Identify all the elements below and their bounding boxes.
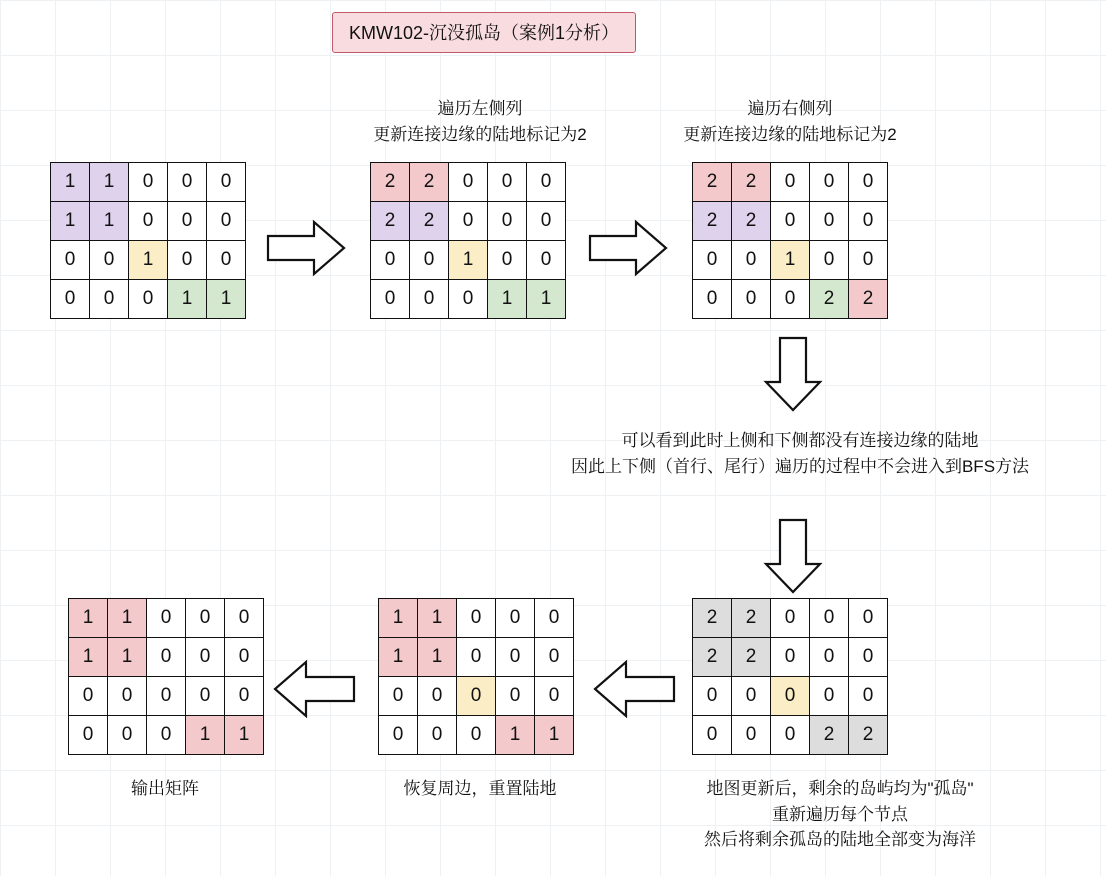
matrix-cell: 0 [849,163,888,202]
arrow-right-2 [588,218,668,278]
matrix-cell: 2 [810,280,849,319]
matrix-cell: 1 [51,163,90,202]
matrix-cell: 0 [732,677,771,716]
matrix-cell: 2 [732,163,771,202]
matrix-cell: 0 [418,677,457,716]
matrix-cell: 0 [186,638,225,677]
matrix-cell: 0 [693,241,732,280]
arrow-left-2 [272,658,356,720]
matrix-cell: 0 [457,599,496,638]
matrix-cell: 2 [732,599,771,638]
matrix-cell: 0 [849,202,888,241]
caption-restore: 恢复周边，重置陆地 [403,779,557,798]
matrix-grid [50,162,246,319]
matrix-cell: 0 [535,638,574,677]
matrix-cell: 2 [732,638,771,677]
matrix-initial [50,162,246,319]
matrix-cell: 0 [69,716,108,755]
matrix-map-updated [692,598,888,755]
matrix-cell: 0 [535,677,574,716]
matrix-cell: 0 [810,599,849,638]
matrix-cell: 1 [90,163,129,202]
matrix-cell: 0 [771,202,810,241]
matrix-cell: 0 [810,638,849,677]
matrix-row [51,241,246,280]
matrix-row [69,599,264,638]
matrix-cell: 0 [693,716,732,755]
matrix-row [371,280,566,319]
matrix-cell: 1 [186,716,225,755]
matrix-grid [370,162,566,319]
page-title: KMW102-沉没孤岛（案例1分析） [332,12,636,53]
matrix-cell: 0 [457,677,496,716]
caption-bottom-right-line1: 地图更新后，剩余的岛屿均为"孤岛" [706,779,974,798]
caption-output: 输出矩阵 [131,779,199,798]
matrix-cell: 0 [379,677,418,716]
matrix-cell: 0 [51,280,90,319]
matrix-cell: 0 [168,163,207,202]
matrix-cell: 2 [371,163,410,202]
matrix-row [693,677,888,716]
arrow-right-1 [266,218,346,278]
matrix-row [693,599,888,638]
matrix-cell: 0 [457,638,496,677]
matrix-cell: 0 [449,280,488,319]
matrix-cell: 0 [732,280,771,319]
matrix-cell: 1 [418,638,457,677]
matrix-row [693,202,888,241]
matrix-cell: 0 [496,677,535,716]
caption-step1-line2: 更新连接边缘的陆地标记为2 [373,124,587,144]
matrix-cell: 1 [51,202,90,241]
matrix-cell: 1 [535,716,574,755]
matrix-cell: 1 [69,638,108,677]
matrix-cell: 0 [771,677,810,716]
matrix-cell: 0 [449,163,488,202]
matrix-cell: 0 [168,202,207,241]
matrix-cell: 0 [527,163,566,202]
matrix-cell: 1 [379,638,418,677]
matrix-row [693,280,888,319]
matrix-cell: 0 [771,163,810,202]
arrow-left-1 [592,658,676,720]
matrix-cell: 0 [693,280,732,319]
caption-step2 [640,96,940,147]
matrix-cell: 0 [527,241,566,280]
matrix-cell: 0 [90,241,129,280]
matrix-cell: 0 [849,638,888,677]
matrix-grid [692,162,888,319]
matrix-cell: 0 [496,638,535,677]
matrix-cell: 2 [693,202,732,241]
matrix-cell: 2 [732,202,771,241]
matrix-cell: 2 [693,638,732,677]
matrix-cell: 0 [129,202,168,241]
matrix-cell: 1 [207,280,246,319]
matrix-cell: 0 [186,599,225,638]
matrix-row [51,280,246,319]
matrix-cell: 0 [207,202,246,241]
matrix-output [68,598,264,755]
matrix-row [693,241,888,280]
matrix-cell: 1 [129,241,168,280]
matrix-cell: 1 [496,716,535,755]
matrix-cell: 0 [168,241,207,280]
matrix-cell: 0 [849,677,888,716]
matrix-grid [378,598,574,755]
caption-step1 [330,96,630,147]
caption-bottom-right-line2: 重新遍历每个节点 [772,804,908,824]
matrix-cell: 0 [90,280,129,319]
matrix-cell: 0 [527,202,566,241]
matrix-cell: 2 [849,280,888,319]
matrix-cell: 0 [535,599,574,638]
matrix-cell: 0 [488,163,527,202]
matrix-row [379,677,574,716]
caption-bottom-right-line3: 然后将剩余孤岛的陆地全部变为海洋 [704,830,976,849]
matrix-row [51,202,246,241]
matrix-cell: 0 [225,677,264,716]
matrix-cell: 2 [410,163,449,202]
matrix-cell: 0 [69,677,108,716]
matrix-cell: 0 [732,241,771,280]
matrix-cell: 0 [449,202,488,241]
matrix-cell: 1 [225,716,264,755]
matrix-grid [68,598,264,755]
matrix-cell: 1 [108,638,147,677]
arrow-down-2 [762,518,824,594]
matrix-row [51,163,246,202]
matrix-cell: 2 [849,716,888,755]
matrix-cell: 0 [410,241,449,280]
caption-middle-line1: 可以看到此时上侧和下侧都没有连接边缘的陆地 [621,431,979,450]
matrix-row [693,716,888,755]
matrix-cell: 0 [207,241,246,280]
matrix-cell: 0 [693,677,732,716]
matrix-cell: 0 [849,241,888,280]
matrix-row [69,716,264,755]
matrix-row [379,599,574,638]
matrix-row [371,241,566,280]
matrix-row [693,163,888,202]
matrix-cell: 2 [693,599,732,638]
matrix-row [693,638,888,677]
matrix-left-column-pass [370,162,566,319]
matrix-row [69,677,264,716]
matrix-row [379,716,574,755]
matrix-cell: 0 [186,677,225,716]
matrix-cell: 0 [129,163,168,202]
matrix-cell: 0 [147,716,186,755]
matrix-cell: 0 [771,638,810,677]
matrix-cell: 0 [129,280,168,319]
matrix-cell: 0 [810,677,849,716]
matrix-cell: 0 [371,241,410,280]
matrix-cell: 2 [693,163,732,202]
matrix-cell: 1 [90,202,129,241]
matrix-cell: 1 [488,280,527,319]
matrix-cell: 0 [147,677,186,716]
matrix-cell: 0 [810,241,849,280]
caption-step1-line1: 遍历左侧列 [437,99,523,118]
matrix-cell: 2 [410,202,449,241]
caption-step2-line1: 遍历右侧列 [747,99,833,118]
caption-bottom-right [600,776,1080,853]
caption-middle [500,428,1100,479]
matrix-cell: 0 [732,716,771,755]
matrix-cell: 1 [168,280,207,319]
matrix-cell: 0 [225,638,264,677]
matrix-cell: 1 [379,599,418,638]
matrix-cell: 1 [418,599,457,638]
matrix-cell: 0 [147,599,186,638]
matrix-cell: 0 [810,202,849,241]
caption-step2-line2: 更新连接边缘的陆地标记为2 [683,124,897,144]
matrix-cell: 0 [771,280,810,319]
matrix-cell: 0 [771,599,810,638]
matrix-cell: 1 [108,599,147,638]
matrix-cell: 0 [771,716,810,755]
matrix-cell: 1 [449,241,488,280]
matrix-cell: 0 [418,716,457,755]
matrix-cell: 1 [771,241,810,280]
matrix-grid [692,598,888,755]
matrix-right-column-pass [692,162,888,319]
caption-middle-line2: 因此上下侧（首行、尾行）遍历的过程中不会进入到BFS方法 [570,456,1030,476]
matrix-cell: 2 [371,202,410,241]
matrix-cell: 0 [410,280,449,319]
matrix-cell: 0 [488,202,527,241]
matrix-cell: 0 [207,163,246,202]
matrix-row [379,638,574,677]
matrix-cell: 0 [108,677,147,716]
matrix-cell: 0 [147,638,186,677]
matrix-cell: 0 [849,599,888,638]
matrix-cell: 1 [69,599,108,638]
matrix-cell: 0 [225,599,264,638]
matrix-row [69,638,264,677]
matrix-cell: 0 [496,599,535,638]
matrix-cell: 0 [108,716,147,755]
matrix-cell: 0 [457,716,496,755]
matrix-cell: 0 [51,241,90,280]
matrix-cell: 0 [810,163,849,202]
matrix-cell: 0 [488,241,527,280]
matrix-cell: 0 [379,716,418,755]
matrix-cell: 0 [371,280,410,319]
arrow-down-1 [762,336,824,412]
matrix-row [371,163,566,202]
matrix-cell: 2 [810,716,849,755]
matrix-row [371,202,566,241]
matrix-cell: 1 [527,280,566,319]
matrix-restore-land [378,598,574,755]
